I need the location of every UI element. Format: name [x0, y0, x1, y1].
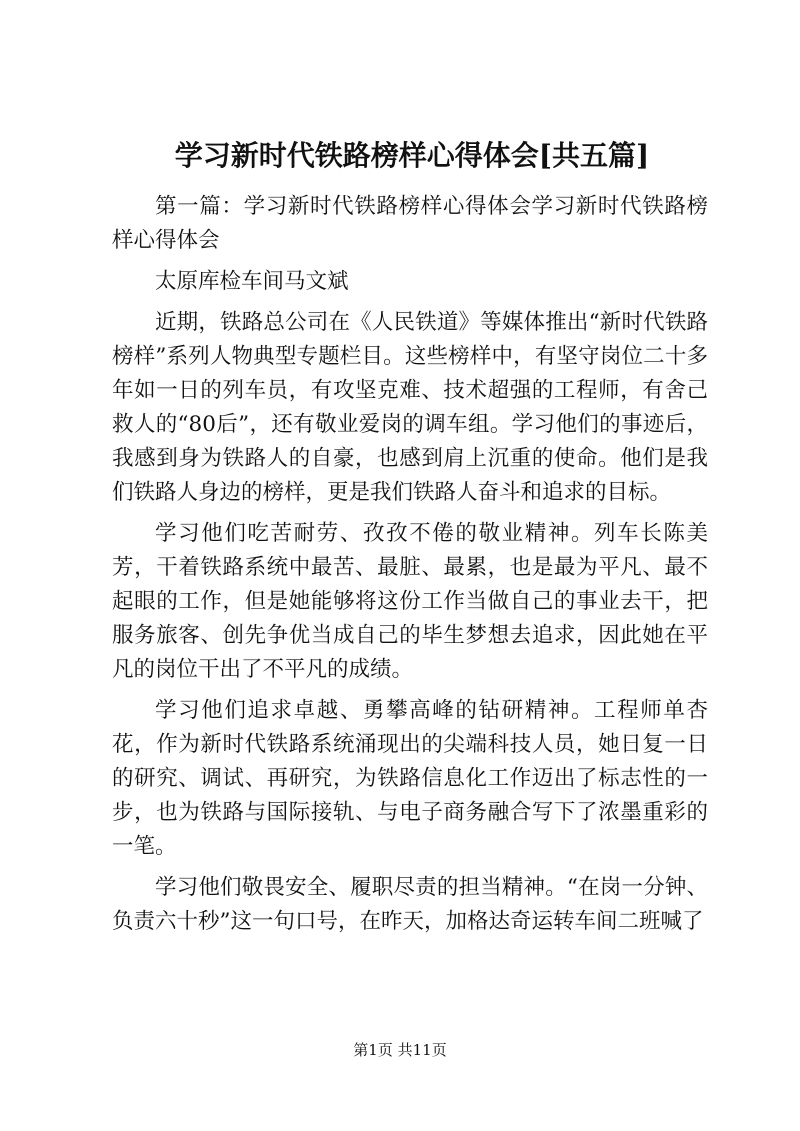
paragraph-author: 太原库检车间马文斌 [155, 269, 349, 294]
paragraph-safety: 学习他们敬畏安全、履职尽责的担当精神。“在岗一分钟、负责六十秒”这一句口号，在昨天，加格达奇运转车间二班喊了 [112, 875, 708, 934]
paragraph-heading: 第一篇：学习新时代铁路榜样心得体会学习新时代铁路榜样心得体会 [112, 194, 708, 253]
paragraph-research: 学习他们追求卓越、勇攀高峰的钻研精神。工程师单杏花，作为新时代铁路系统涌现出的尖端科技人员，她日复一日的研究、调试、再研究，为铁路信息化工作迈出了标志性的一步，也为铁路与国际接轨、与电子商务融合写下了浓墨重彩的一笔。 [112, 698, 708, 859]
document-body [112, 190, 708, 946]
paragraph-intro: 近期，铁路总公司在《人民铁道》等媒体推出“新时代铁路榜样”系列人物典型专题栏目。这些榜样中，有坚守岗位二十多年如一日的列车员，有攻坚克难、技术超强的工程师，有舍己救人的“80后”，还有敬业爱岗的调车组。学习他们的事迹后，我感到身为铁路人的自豪，也感到肩上沉重的使命。他们是我们铁路人身边的榜样，更是我们铁路人奋斗和追求的目标。 [112, 310, 708, 505]
page-footer: 第1页 共11页 [353, 1041, 447, 1059]
paragraph-dedication: 学习他们吃苦耐劳、孜孜不倦的敬业精神。列车长陈美芳，干着铁路系统中最苦、最脏、最累，也是最为平凡、最不起眼的工作，但是她能够将这份工作当做自己的事业去干，把服务旅客、创先争优当成自己的毕生梦想去追求，因此她在平凡的岗位干出了不平凡的成绩。 [112, 521, 708, 682]
document-title: 学习新时代铁路榜样心得体会[共五篇] [174, 139, 650, 172]
